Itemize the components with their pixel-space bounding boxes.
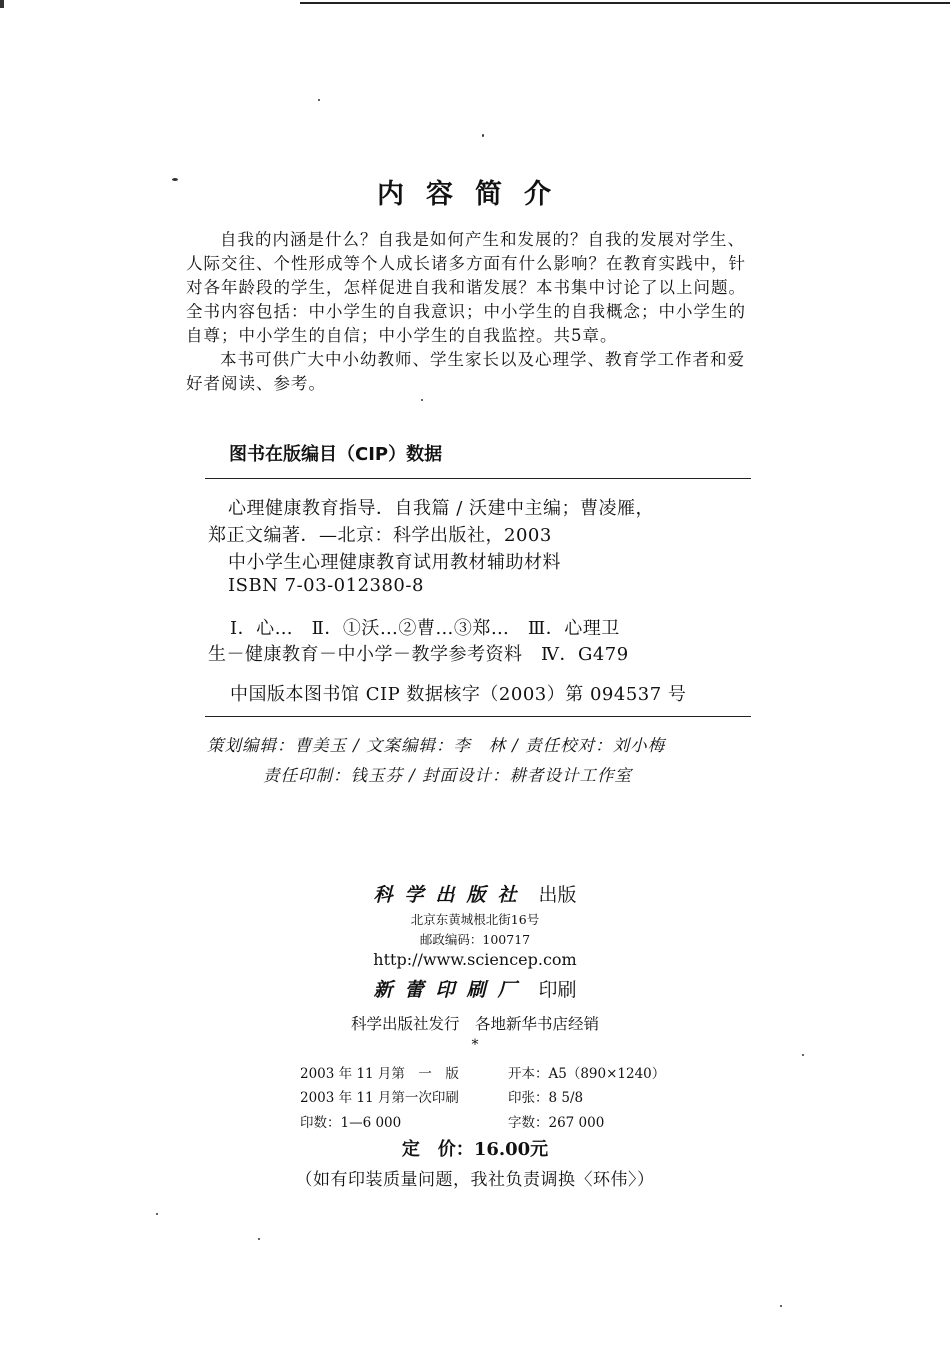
cip-series-line: 中小学生心理健康教育试用教材辅助材料 — [228, 552, 561, 573]
cip-classification-line: Ⅰ．心… Ⅱ．①沃…②曹…③郑… Ⅲ．心理卫 — [230, 618, 620, 639]
spec-word-count: 字数：267 000 — [508, 1115, 605, 1131]
cip-title-line: 心理健康教育指导．自我篇 / 沃建中主编；曹凌雁， — [228, 498, 655, 519]
production-credits-line: 责任印制：钱玉芬 / 封面设计：耕者设计工作室 — [263, 766, 633, 785]
summary-line: 本书可供广大中小幼教师、学生家长以及心理学、教育学工作者和爱 — [220, 350, 745, 369]
cip-isbn-line: ISBN 7-03-012380-8 — [228, 575, 424, 596]
scan-speck — [318, 99, 320, 101]
publisher-website: http://www.sciencep.com — [373, 950, 577, 969]
summary-line: 全书内容包括：中小学生的自我意识；中小学生的自我概念；中小学生的 — [186, 302, 746, 321]
printer-action: 印刷 — [538, 979, 577, 1001]
spec-sheets: 印张：8 5/8 — [508, 1090, 584, 1106]
scan-speck — [780, 1305, 782, 1307]
publisher-address: 北京东黄城根北街16号 — [410, 912, 540, 927]
distribution-line: 科学出版社发行 各地新华书店经销 — [350, 1015, 599, 1033]
scan-top-edge-line — [300, 2, 950, 4]
quality-notice: （如有印装质量问题，我社负责调换〈环伟〉） — [295, 1170, 655, 1190]
cip-top-rule — [205, 478, 751, 479]
cip-bottom-rule — [205, 716, 751, 717]
printer-line — [0, 975, 950, 1002]
printer-name: 新蕾印刷厂 — [373, 979, 529, 1001]
summary-paragraph-2 — [186, 348, 778, 396]
summary-paragraph-1 — [186, 228, 778, 348]
price-line — [0, 1135, 950, 1161]
scan-speck — [258, 1238, 260, 1240]
scan-speck — [482, 134, 484, 137]
summary-line: 自尊；中小学生的自信；中小学生的自我监控。共5章。 — [186, 326, 618, 345]
spec-edition: 2003 年 11 月第 一 版 — [300, 1066, 459, 1082]
scan-top-left-mark — [0, 0, 4, 8]
cip-verification-line: 中国版本图书馆 CIP 数据核字（2003）第 094537 号 — [230, 684, 687, 705]
cip-classification-line: 生－健康教育－中小学－教学参考资料 Ⅳ．G479 — [208, 644, 629, 665]
scan-speck — [156, 1213, 158, 1215]
scan-speck — [421, 399, 423, 401]
editor-credits-line: 策划编辑：曹美玉 / 文案编辑：李 林 / 责任校对：刘小梅 — [207, 736, 666, 755]
publisher-line — [0, 880, 950, 907]
cip-author-line: 郑正文编著．—北京：科学出版社，2003 — [208, 525, 552, 546]
publisher-name: 科学出版社 — [373, 884, 529, 906]
summary-line: 对各年龄段的学生，怎样促进自我和谐发展？本书集中讨论了以上问题。 — [186, 278, 746, 297]
spec-print-run: 印数：1—6 000 — [300, 1115, 402, 1131]
summary-title: 内容简介 — [377, 179, 573, 210]
summary-line: 自我的内涵是什么？自我是如何产生和发展的？自我的发展对学生、 — [220, 230, 745, 249]
separator-asterisk: * — [471, 1037, 479, 1053]
cip-heading: 图书在版编目（CIP）数据 — [229, 444, 443, 465]
summary-line: 人际交往、个性形成等个人成长诸多方面有什么影响？在教育实践中，针 — [186, 254, 746, 273]
price-label: 定 价： — [401, 1139, 474, 1160]
spec-printing: 2003 年 11 月第一次印刷 — [300, 1090, 459, 1106]
scan-speck — [802, 1054, 804, 1056]
summary-line: 好者阅读、参考。 — [186, 374, 326, 393]
price-value: 16.00元 — [473, 1139, 549, 1160]
publisher-postcode: 邮政编码：100717 — [419, 932, 531, 947]
spec-format: 开本：A5（890×1240） — [508, 1066, 666, 1082]
publisher-action: 出版 — [538, 884, 577, 906]
